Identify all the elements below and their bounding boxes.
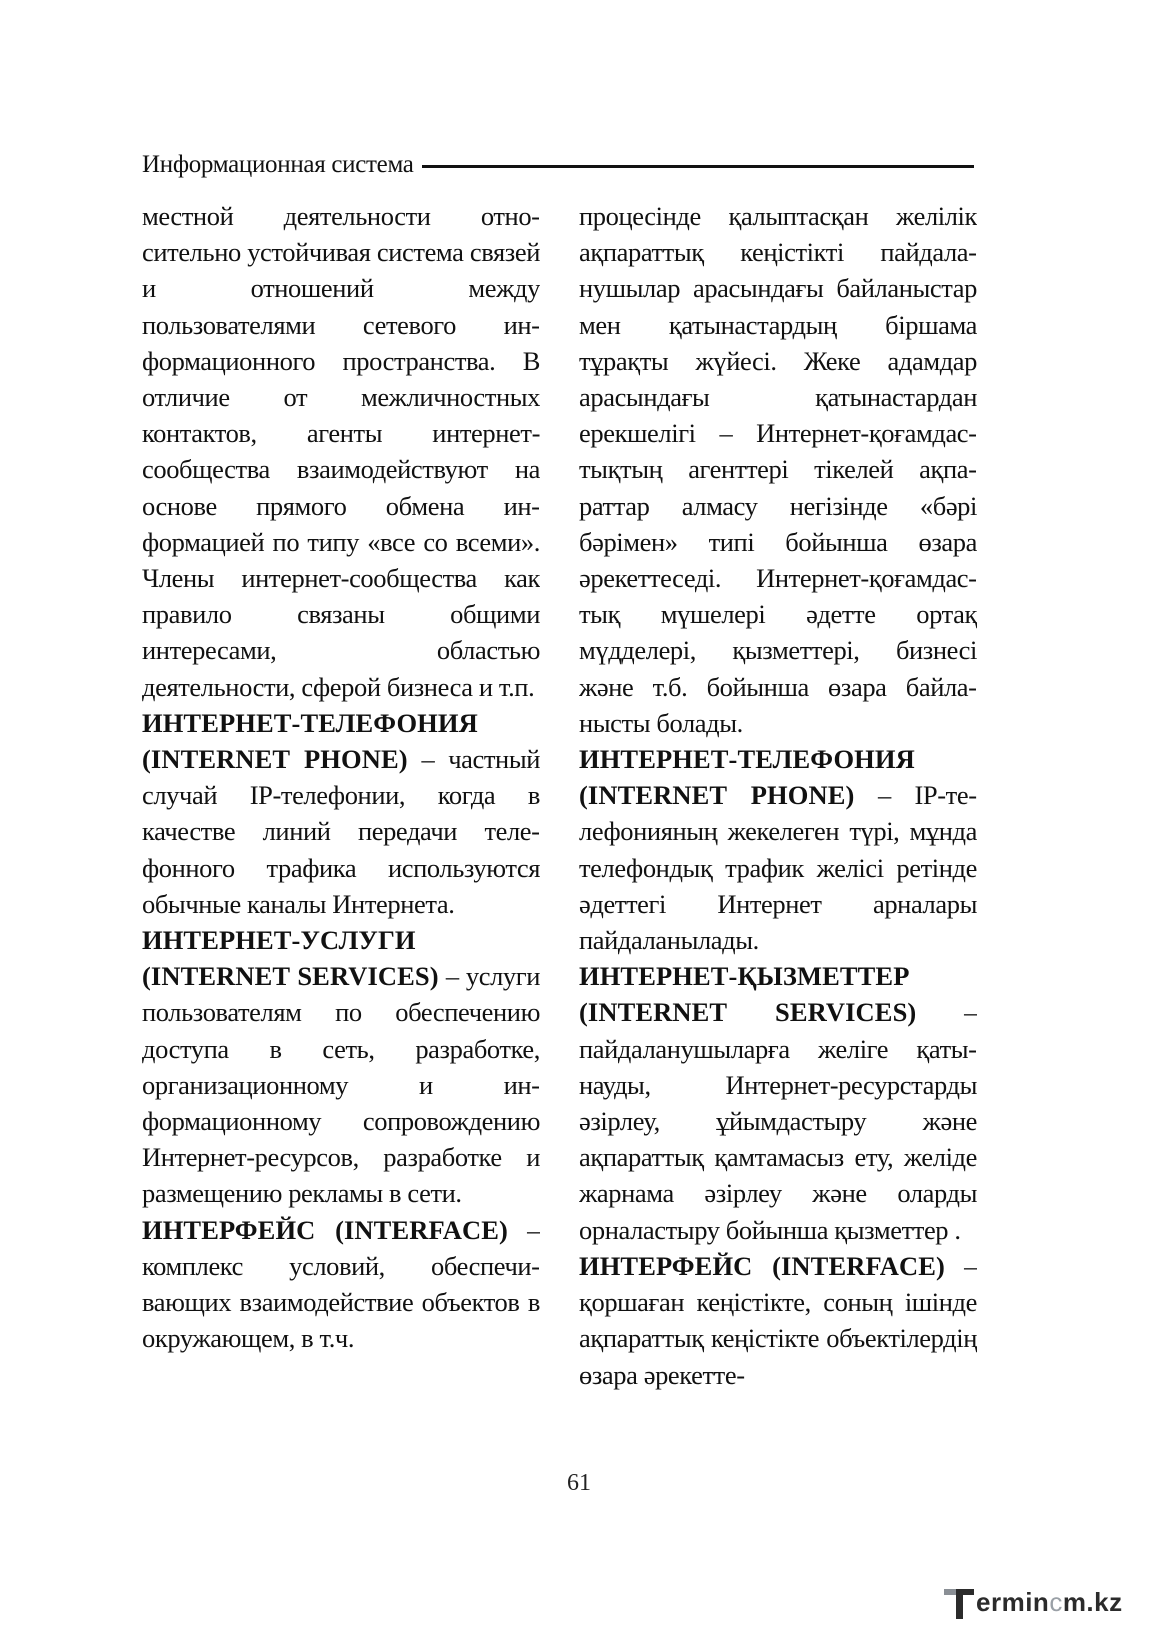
watermark-text [976,1587,1123,1618]
entry-term: ИНТЕРФЕЙС (INTERFACE) [579,1250,945,1281]
header-title: Информационная система [142,151,414,178]
entry-internet-services [142,922,540,1212]
entry-interface [142,1212,540,1357]
site-watermark [942,1580,1150,1624]
entry-internet-services [579,958,977,1248]
header-rule [422,165,974,168]
entry-term: ИНТЕРНЕТ-ҚЫЗМЕТТЕР (INTERNET SERVICES) [579,961,917,1028]
entry-term: ИНТЕРФЕЙС (INTERFACE) [142,1214,508,1245]
entry-text: – IP-телефонияның жекелеген түрі, мұнда телефондық трафик желісі ретінде әдеттегі Интернет арналары пайдаланылады. [579,780,977,956]
terminkz-logo-icon [942,1583,976,1621]
entry-text: – услуги пользователям по обеспечению доступа в сеть, разработке, организационному и информационному сопровождению Интернет-ресурсов, разработке и размещению рекламы в сети. [142,961,540,1209]
watermark-lens: c [1049,1586,1063,1617]
entry-term: ИНТЕРНЕТ-УСЛУГИ (INTERNET SERVICES) [142,925,439,992]
entry-continuation [579,198,977,741]
entry-interface [579,1248,977,1393]
entry-text: – пайдаланушыларға желіге қатынауды, Интернет-ресурстарды әзірлеу, ұйымдастыру және ақпараттық қамтамасыз ету, желіде жарнама әзірлеу және оларды орналастыру бойынша қызметтер . [579,997,977,1245]
entry-text: – частный случай IP-телефонии, когда в качестве линий передачи телефонного трафика используются обычные каналы Интернета. [142,744,540,919]
entry-text: местной деятельности относительно устойчивая система связей и отношений между пользователями сетевого информационного пространства. В отличие от межличностных контактов, агенты интернет-сообщества взаимодействуют на основе прямого обмена информацией по типу «все со всеми». Члены интернет-сообщества как правило связаны общими интересами, областью деятельности, сферой бизнеса и т.п. [142,201,540,702]
entry-internet-phone [579,741,977,958]
entry-text: – қоршаған кеңістікте, соның ішінде ақпараттық кеңістікте объектілердің өзара әрекетте- [579,1250,977,1390]
entry-internet-phone [142,705,540,922]
entry-term: ИНТЕРНЕТ-ТЕЛЕФОНИЯ (INTERNET PHONE) [142,707,478,775]
watermark-part1: ermin [976,1586,1050,1617]
entry-text: – комплекс условий, обеспечивающих взаимодействие объектов в окружающем, в т.ч. [142,1214,540,1354]
page-number: 61 [567,1470,591,1496]
left-column [142,198,540,1438]
entry-text: процесінде қалыптасқан желілік ақпараттық кеңістікті пайдаланушылар арасындағы байланыстар мен қатынастардың біршама тұрақты жүйесі. Жеке адамдар арасындағы қатынастардан ерекшелігі – Интернет-қоғамдастықтың агенттері тікелей ақпараттар алмасу негізінде «бәрі бәрімен» типі бойынша өзара әрекеттеседі. Интернет-қоғамдастық мүшелері әдетте ортақ мүдделері, қызметтері, бизнесі және т.б. бойынша өзара байланысты болады. [579,201,977,738]
entry-continuation [142,198,540,705]
entry-term: ИНТЕРНЕТ-ТЕЛЕФОНИЯ (INTERNET PHONE) [579,744,915,811]
running-header [142,148,974,182]
watermark-part2: m.kz [1062,1586,1123,1617]
right-column [579,198,977,1438]
